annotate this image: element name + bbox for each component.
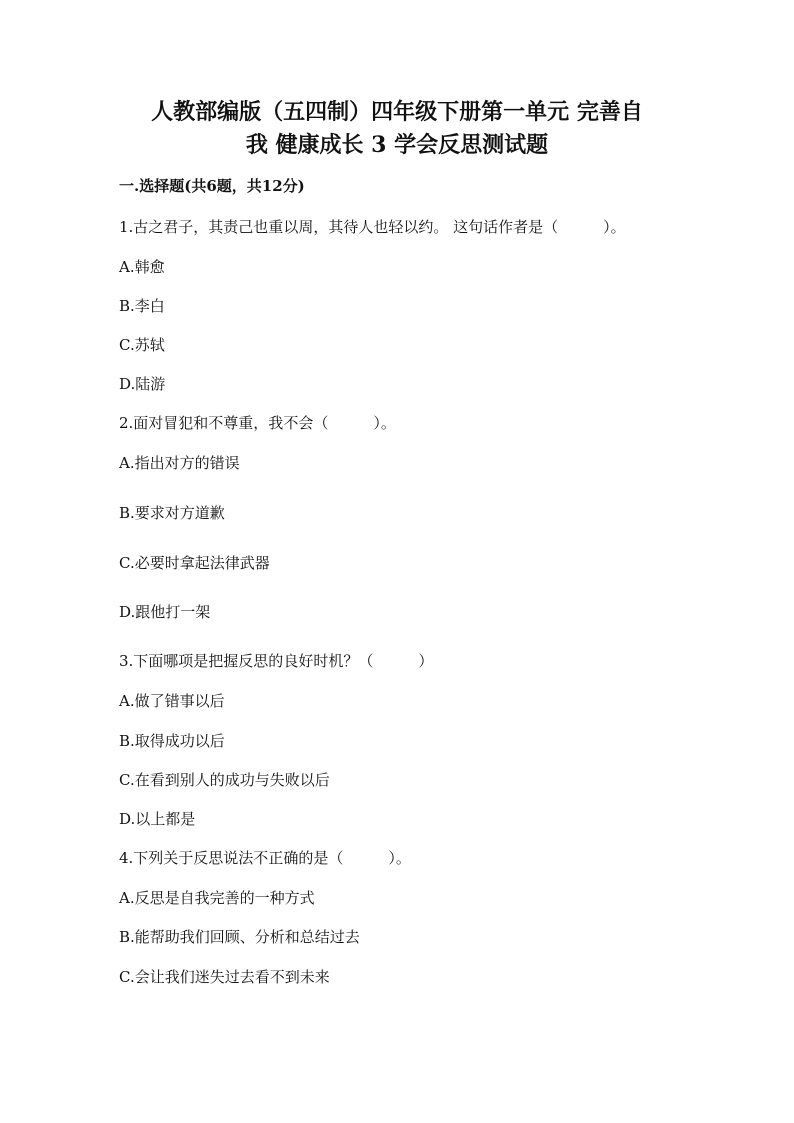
question-4-option-b: B.能帮助我们回顾、分析和总结过去 (119, 928, 360, 946)
document-title-line-1: 人教部编版（五四制）四年级下册第一单元 完善自 (151, 99, 643, 125)
question-2-option-a: A.指出对方的错误 (119, 454, 240, 472)
question-2-option-c: C.必要时拿起法律武器 (119, 554, 270, 572)
question-4-option-c: C.会让我们迷失过去看不到未来 (119, 968, 330, 986)
question-1-option-d: D.陆游 (119, 375, 166, 393)
question-2-option-d: D.跟他打一架 (119, 603, 211, 621)
document-title-line-2: 我 健康成长 3 学会反思测试题 (245, 132, 549, 158)
question-1-option-c: C.苏轼 (119, 336, 165, 354)
question-3-option-d: D.以上都是 (119, 810, 196, 828)
question-2-stem: 2.面对冒犯和不尊重，我不会（ ）。 (119, 414, 396, 432)
question-2-option-b: B.要求对方道歉 (119, 504, 225, 522)
question-3-option-a: A.做了错事以后 (119, 692, 225, 710)
question-3-option-b: B.取得成功以后 (119, 732, 225, 750)
question-1-option-a: A.韩愈 (119, 258, 165, 276)
question-4-option-a: A.反思是自我完善的一种方式 (119, 889, 315, 907)
question-3-option-c: C.在看到别人的成功与失败以后 (119, 771, 330, 789)
question-4-stem: 4.下列关于反思说法不正确的是（ ）。 (119, 849, 411, 867)
question-1-stem: 1.古之君子，其责己也重以周，其待人也轻以约。 这句话作者是（ ）。 (119, 218, 626, 236)
section-heading: 一.选择题(共6题，共12分) (119, 177, 305, 195)
question-1-option-b: B.李白 (119, 297, 165, 315)
question-3-stem: 3.下面哪项是把握反思的良好时机？（ ） (119, 652, 434, 670)
